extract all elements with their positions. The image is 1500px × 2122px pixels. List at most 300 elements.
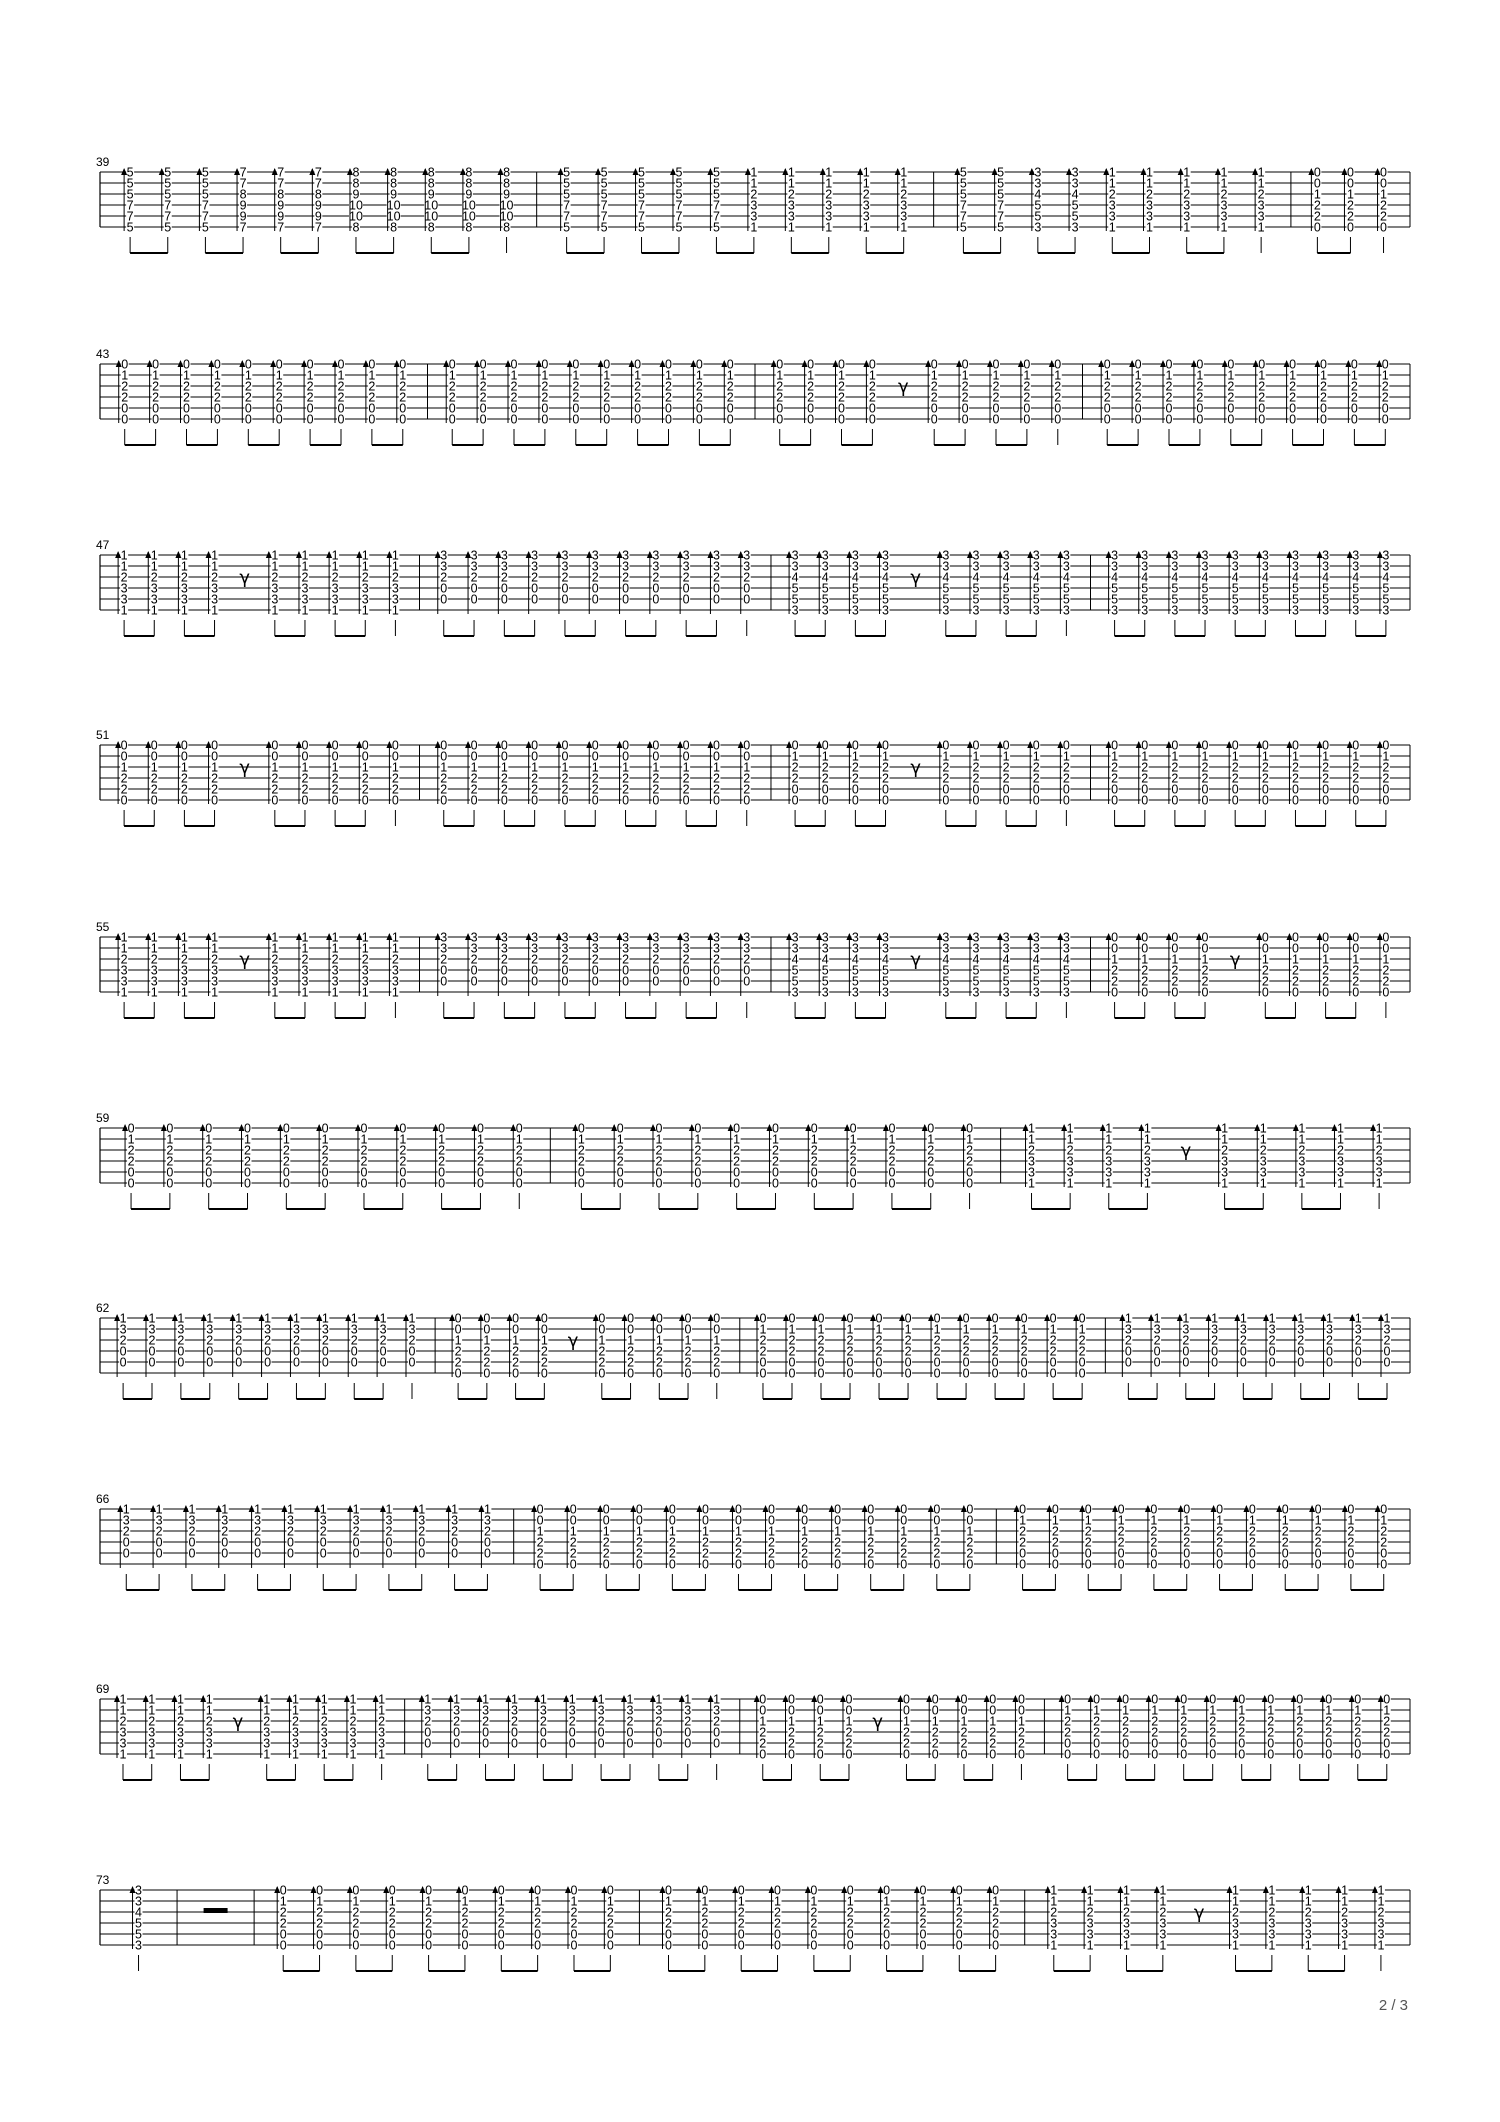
fret-number: 2 (479, 379, 487, 394)
fret-number: 0 (319, 1535, 327, 1550)
fret-number: 0 (788, 1747, 795, 1762)
fret-number: 3 (286, 1513, 294, 1528)
fret-number: 5 (1032, 963, 1040, 978)
fret-number: 0 (1248, 1557, 1256, 1572)
fret-number: 0 (1326, 1355, 1334, 1370)
fret-number: 0 (713, 1311, 721, 1326)
fret-number: 5 (1382, 581, 1390, 596)
fret-number: 0 (851, 782, 859, 797)
fret-number: 2 (771, 1143, 779, 1158)
fret-number: 1 (1146, 165, 1153, 180)
fret-number: 5 (201, 187, 209, 202)
fret-number: 5 (126, 176, 134, 191)
fret-number: 5 (997, 176, 1005, 191)
fret-number: 2 (1347, 1535, 1355, 1550)
fret-number: 0 (1134, 357, 1142, 372)
fret-number: 3 (1141, 548, 1149, 563)
fret-number: 3 (1032, 559, 1040, 574)
fret-number: 7 (563, 209, 571, 224)
fret-number: 1 (602, 1524, 610, 1539)
fret-number: 3 (1071, 165, 1079, 180)
fret-number: 0 (1002, 782, 1010, 797)
fret-number: 2 (1326, 1333, 1334, 1348)
fret-number: 2 (572, 390, 580, 405)
fret-number: 1 (1019, 1513, 1027, 1528)
fret-number: 0 (540, 1366, 548, 1381)
fret-number: 3 (1261, 548, 1269, 563)
fret-number: 0 (271, 749, 279, 764)
fret-number: 0 (598, 1366, 606, 1381)
fret-number: 2 (235, 1333, 243, 1348)
fret-number: 3 (712, 548, 720, 563)
fret-number: 1 (902, 1714, 910, 1729)
fret-number: 3 (882, 559, 889, 574)
fret-number: 1 (378, 1747, 386, 1762)
fret-number: 2 (1231, 771, 1239, 786)
fret-number: 2 (713, 1714, 721, 1729)
fret-number: 3 (1062, 603, 1070, 618)
fret-number: 2 (531, 952, 539, 967)
fret-number: 8 (314, 187, 322, 202)
fret-number: 3 (211, 974, 219, 989)
fret-number: 0 (440, 963, 448, 978)
fret-number: 1 (150, 559, 158, 574)
fret-number: 0 (668, 1513, 676, 1528)
fret-number: 3 (821, 930, 829, 945)
fret-number: 4 (882, 570, 889, 585)
fret-number: 0 (1002, 738, 1010, 753)
fret-number: 2 (150, 952, 158, 967)
fret-number: 0 (1153, 1355, 1161, 1370)
fret-number: 3 (1337, 1165, 1344, 1180)
fret-number: 2 (1289, 390, 1297, 405)
fret-number: 0 (788, 1692, 795, 1707)
fret-number: 1 (263, 1703, 271, 1718)
fret-number: 1 (271, 548, 279, 563)
fret-number: 3 (900, 209, 908, 224)
fret-number: 0 (561, 793, 569, 808)
fret-number: 2 (1201, 760, 1209, 775)
fret-number: 0 (500, 738, 508, 753)
fret-number: 1 (440, 760, 448, 775)
fret-number: 0 (668, 1557, 676, 1572)
fret-number: 1 (331, 760, 339, 775)
fret-number: 2 (331, 771, 339, 786)
fret-number: 2 (652, 570, 660, 585)
fret-number: 0 (694, 1176, 702, 1191)
fret-number: 3 (1352, 559, 1360, 574)
fret-number: 1 (254, 1502, 262, 1517)
fret-number: 3 (568, 1703, 576, 1718)
fret-number: 3 (1383, 1322, 1391, 1337)
fret-number: 0 (275, 357, 283, 372)
fret-number: 0 (1320, 401, 1327, 416)
fret-number: 1 (391, 603, 399, 618)
fret-number: 2 (1023, 390, 1031, 405)
fret-number: 1 (271, 941, 279, 956)
fret-number: 0 (1322, 985, 1330, 1000)
fret-number: 0 (627, 1311, 635, 1326)
fret-number: 0 (1084, 1546, 1092, 1561)
fret-number: 1 (1141, 749, 1149, 764)
fret-number: 1 (213, 368, 221, 383)
fret-number: 2 (368, 390, 376, 405)
fret-number: 3 (1105, 1154, 1113, 1169)
fret-number: 0 (900, 1513, 908, 1528)
fret-number: 2 (930, 379, 938, 394)
fret-number: 0 (834, 1502, 842, 1517)
fret-number: 1 (712, 760, 720, 775)
fret-number: 7 (201, 198, 209, 213)
fret-number: 2 (684, 1344, 692, 1359)
fret-number: 0 (807, 357, 815, 372)
fret-number: 2 (1103, 390, 1111, 405)
fret-number: 1 (1196, 368, 1204, 383)
fret-number: 1 (734, 1524, 742, 1539)
fret-number: 0 (286, 1546, 294, 1561)
fret-number: 10 (349, 198, 363, 213)
fret-number: 3 (851, 603, 859, 618)
fret-number: 1 (1182, 1311, 1190, 1326)
fret-number: 0 (1383, 1355, 1391, 1370)
fret-number: 0 (966, 1557, 974, 1572)
fret-number: 1 (597, 1692, 605, 1707)
fret-number: 0 (399, 1176, 407, 1191)
fret-number: 2 (1051, 1524, 1059, 1539)
fret-number: 2 (591, 952, 599, 967)
fret-number: 0 (331, 738, 339, 753)
fret-number: 0 (440, 749, 448, 764)
fret-number: 1 (301, 760, 309, 775)
fret-number: 2 (391, 570, 399, 585)
fret-number: 0 (127, 1176, 135, 1191)
fret-number: 0 (1141, 930, 1149, 945)
fret-number: 2 (807, 390, 815, 405)
fret-number: 2 (148, 1714, 156, 1729)
fret-number: 2 (591, 782, 599, 797)
fret-number: 3 (321, 1322, 329, 1337)
fret-number: 2 (1111, 771, 1119, 786)
fret-number: 2 (1066, 1143, 1074, 1158)
measure-number: 66 (96, 1492, 110, 1506)
fret-number: 1 (622, 760, 630, 775)
fret-number: 1 (291, 1692, 299, 1707)
fret-number: 8 (465, 220, 473, 235)
fret-number: 0 (244, 401, 252, 416)
fret-number: 2 (1381, 390, 1389, 405)
fret-number: 0 (1020, 1355, 1028, 1370)
fret-number: 2 (321, 1333, 329, 1348)
fret-number: 0 (713, 1725, 721, 1740)
fret-number: 1 (900, 1524, 908, 1539)
fret-number: 2 (515, 1154, 523, 1169)
fret-number: 1 (933, 1322, 941, 1337)
fret-number: 0 (966, 1121, 974, 1136)
fret-number: 0 (244, 1121, 251, 1136)
fret-number: 2 (1231, 760, 1239, 775)
fret-number: 0 (1261, 738, 1269, 753)
fret-number: 0 (119, 1344, 127, 1359)
fret-number: 3 (972, 985, 980, 1000)
fret-number: 0 (966, 1165, 974, 1180)
fret-number: 5 (1261, 581, 1269, 596)
fret-number: 1 (807, 368, 815, 383)
fret-number: 1 (536, 1524, 544, 1539)
fret-number: 2 (418, 1524, 426, 1539)
fret-number: 7 (712, 198, 720, 213)
fret-number: 2 (1019, 1535, 1027, 1550)
fret-number: 3 (1354, 1322, 1362, 1337)
fret-number: 2 (597, 1714, 605, 1729)
fret-number: 0 (801, 1513, 809, 1528)
fret-number: 2 (743, 771, 751, 786)
fret-number: 0 (1382, 782, 1390, 797)
fret-number: 4 (1002, 952, 1010, 967)
fret-number: 0 (424, 1725, 432, 1740)
fret-number: 1 (352, 1502, 360, 1517)
fret-number: 1 (361, 985, 369, 1000)
fret-number: 0 (500, 974, 508, 989)
fret-number: 7 (164, 198, 172, 213)
fret-number: 0 (1032, 793, 1040, 808)
fret-number: 1 (1375, 1121, 1383, 1136)
fret-number: 0 (791, 782, 799, 797)
fret-number: 7 (277, 165, 285, 180)
fret-number: 2 (561, 771, 569, 786)
fret-number: 1 (942, 749, 950, 764)
fret-number: 4 (942, 570, 950, 585)
fret-number: 1 (531, 760, 539, 775)
fret-number: 0 (205, 1176, 213, 1191)
fret-number: 2 (541, 379, 549, 394)
fret-number: 0 (531, 749, 539, 764)
fret-number: 0 (254, 1535, 262, 1550)
fret-number: 0 (1171, 793, 1179, 808)
fret-number: 5 (1032, 974, 1040, 989)
fret-number: 5 (882, 592, 889, 607)
fret-number: 4 (972, 952, 980, 967)
fret-number: 0 (602, 1557, 610, 1572)
fret-number: 0 (810, 1165, 818, 1180)
fret-number: 3 (1182, 1322, 1190, 1337)
fret-number: 0 (1268, 1344, 1276, 1359)
fret-number: 1 (1231, 749, 1239, 764)
fret-number: 2 (155, 1524, 163, 1539)
fret-number: 3 (851, 930, 859, 945)
fret-number: 5 (563, 187, 571, 202)
fret-number: 5 (1062, 974, 1070, 989)
fret-number: 1 (391, 985, 399, 1000)
fret-number: 1 (483, 1502, 491, 1517)
fret-number: 2 (845, 1736, 853, 1751)
fret-number: 1 (306, 368, 314, 383)
fret-number: 1 (1381, 368, 1389, 383)
fret-number: 0 (682, 749, 690, 764)
fret-number: 2 (349, 1714, 357, 1729)
fret-number: 0 (712, 793, 720, 808)
fret-number: 1 (1023, 368, 1031, 383)
fret-number: 3 (119, 1322, 127, 1337)
fret-number: 0 (1261, 930, 1269, 945)
fret-number: 3 (531, 930, 539, 945)
fret-number: 3 (1062, 548, 1070, 563)
fret-number: 3 (1153, 1322, 1161, 1337)
fret-number: 2 (1153, 1333, 1161, 1348)
fret-number: 0 (682, 963, 690, 978)
fret-number: 5 (126, 220, 134, 235)
fret-number: 5 (600, 220, 608, 235)
fret-number: 1 (1028, 1121, 1035, 1136)
fret-number: 2 (682, 771, 690, 786)
fret-number: 3 (1352, 548, 1360, 563)
fret-number: 1 (1183, 220, 1191, 235)
fret-number: 2 (320, 1714, 328, 1729)
fret-number: 0 (791, 738, 799, 753)
fret-number: 1 (695, 368, 703, 383)
fret-number: 5 (712, 220, 720, 235)
fret-number: 4 (1034, 187, 1042, 202)
fret-number: 0 (448, 401, 456, 416)
fret-number: 0 (838, 401, 845, 416)
fret-number: 3 (821, 548, 829, 563)
fret-number: 2 (962, 1344, 970, 1359)
fret-number: 1 (180, 941, 188, 956)
fret-number: 1 (972, 749, 980, 764)
fret-number: 1 (1084, 1513, 1092, 1528)
fret-number: 1 (930, 368, 938, 383)
fret-number: 1 (361, 603, 369, 618)
fret-number: 2 (682, 570, 690, 585)
fret-number: 5 (1231, 581, 1239, 596)
fret-number: 5 (1261, 592, 1269, 607)
fret-number: 0 (166, 1121, 174, 1136)
fret-number: 2 (726, 379, 734, 394)
fret-number: 3 (622, 930, 630, 945)
fret-number: 3 (470, 930, 478, 945)
fret-number: 0 (282, 1121, 290, 1136)
fret-number: 3 (352, 1513, 360, 1528)
fret-number: 7 (314, 165, 322, 180)
fret-number: 1 (1201, 749, 1209, 764)
fret-number: 0 (1049, 1355, 1057, 1370)
fret-number: 0 (816, 1692, 824, 1707)
fret-number: 2 (127, 1143, 135, 1158)
fret-number: 1 (900, 165, 908, 180)
fret-number: 3 (378, 1736, 386, 1751)
fret-number: 0 (788, 1311, 796, 1326)
fret-number: 3 (1108, 198, 1116, 213)
fret-number: 0 (577, 1121, 585, 1136)
fret-number: 2 (838, 379, 845, 394)
fret-number: 2 (788, 1725, 795, 1740)
fret-number: 0 (627, 1322, 635, 1337)
fret-number: 0 (626, 1725, 634, 1740)
fret-number: 2 (652, 771, 660, 786)
fret-number: 0 (695, 357, 703, 372)
fret-number: 2 (127, 1154, 135, 1169)
fret-number: 2 (331, 952, 339, 967)
fret-number: 0 (684, 1725, 692, 1740)
fret-number: 0 (603, 401, 611, 416)
fret-number: 1 (206, 1311, 214, 1326)
fret-number: 0 (867, 1513, 875, 1528)
fret-number: 1 (1143, 1176, 1151, 1191)
fret-number: 2 (694, 1143, 702, 1158)
fret-number: 0 (930, 412, 938, 427)
fret-number: 3 (291, 1736, 299, 1751)
fret-number: 0 (622, 793, 630, 808)
fret-number: 1 (1032, 749, 1040, 764)
fret-number: 0 (759, 1692, 767, 1707)
fret-number: 1 (263, 1747, 271, 1762)
fret-number: 2 (150, 782, 158, 797)
fret-number: 1 (1103, 368, 1111, 383)
fret-number: 2 (1352, 760, 1360, 775)
fret-number: 1 (331, 559, 339, 574)
fret-number: 0 (1313, 176, 1321, 191)
fret-number: 0 (868, 412, 876, 427)
fret-number: 0 (531, 974, 539, 989)
fret-number: 9 (465, 187, 473, 202)
fret-number: 2 (166, 1143, 174, 1158)
fret-number: 8 (503, 165, 511, 180)
fret-number: 1 (1143, 1132, 1151, 1147)
fret-number: 3 (972, 603, 980, 618)
fret-number: 0 (1261, 941, 1269, 956)
fret-number: 0 (733, 1165, 741, 1180)
fret-number: 1 (849, 1132, 857, 1147)
fret-number: 3 (1257, 198, 1265, 213)
fret-number: 2 (1313, 209, 1321, 224)
fret-number: 2 (1221, 1143, 1229, 1158)
fret-number: 2 (150, 771, 158, 786)
tab-system (96, 538, 1410, 636)
fret-number: 2 (712, 782, 720, 797)
fret-number: 0 (451, 1546, 459, 1561)
fret-number: 1 (361, 760, 369, 775)
fret-number: 3 (942, 985, 950, 1000)
fret-number: 0 (868, 401, 876, 416)
fret-number: 0 (1352, 782, 1360, 797)
fret-number: 0 (991, 1366, 999, 1381)
fret-number: 1 (183, 368, 190, 383)
fret-number: 0 (155, 1546, 163, 1561)
fret-number: 1 (743, 760, 751, 775)
fret-number: 3 (155, 1513, 163, 1528)
fret-number: 3 (1298, 1165, 1306, 1180)
fret-number: 2 (1322, 771, 1330, 786)
fret-number: 0 (801, 1557, 809, 1572)
fret-number: 0 (515, 1165, 523, 1180)
fret-number: 2 (148, 1333, 156, 1348)
fret-number: 0 (603, 412, 611, 427)
fret-number: 2 (933, 1344, 941, 1359)
fret-number: 5 (942, 963, 950, 978)
fret-number: 2 (603, 390, 611, 405)
fret-number: 0 (743, 963, 751, 978)
fret-number: 2 (448, 390, 456, 405)
fret-number: 0 (408, 1344, 416, 1359)
fret-number: 3 (349, 1736, 357, 1751)
fret-number: 0 (810, 1121, 818, 1136)
measure-number: 69 (96, 1682, 110, 1696)
fret-number: 3 (361, 974, 369, 989)
fret-number: 0 (1383, 1344, 1391, 1359)
fret-number: 1 (616, 1132, 624, 1147)
fret-number: 3 (791, 548, 799, 563)
fret-number: 1 (1337, 1176, 1344, 1191)
fret-number: 0 (1103, 401, 1111, 416)
